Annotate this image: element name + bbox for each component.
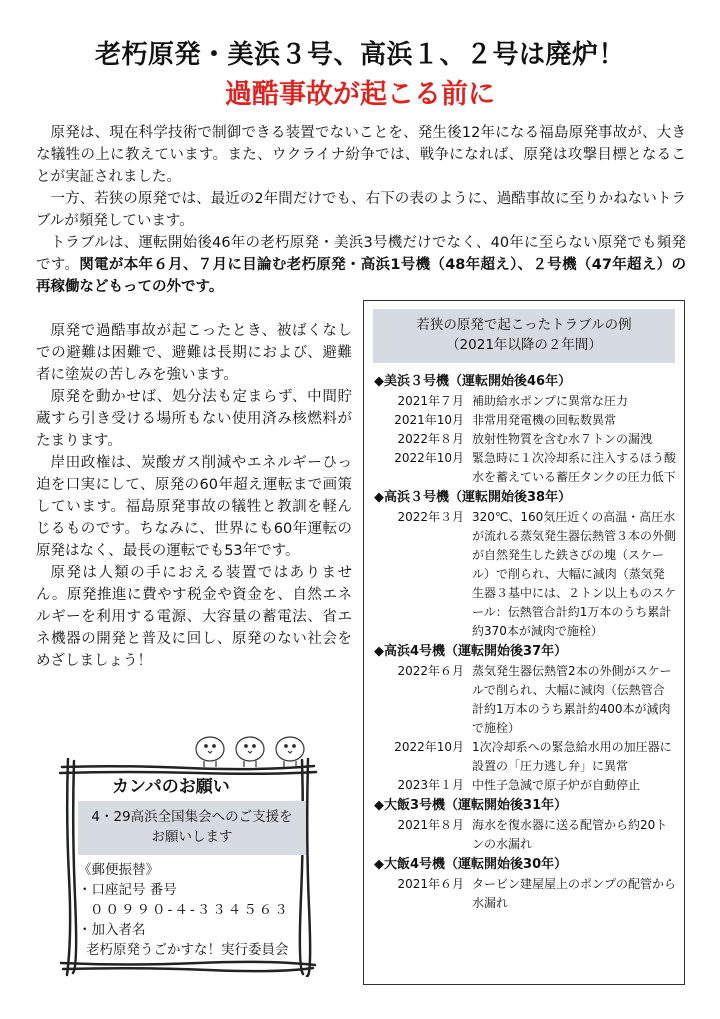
left-paragraph-3: 岸田政権は、炭酸ガス削減やエネルギーひっ迫を口実にして、原発の60年超え運転まで画策しています。福島原発事故の犠牲と教訓を軽んじるものです。ちなみに、世界にも60年運転の原発はなく、最長の運転でも53年です。 (36, 455, 352, 559)
postal-transfer-info (78, 860, 318, 960)
trouble-event-row (384, 816, 676, 854)
donation-title: カンパのお願い (112, 777, 230, 797)
event-date: 2021年６月 (397, 877, 464, 891)
event-date: 2022年10月 (394, 740, 464, 754)
plant-block (374, 642, 676, 795)
event-description: 放射性物質を含む水７トンの漏洩 (472, 432, 653, 446)
trouble-event-row (384, 449, 676, 487)
holder-label: ・加入者名 (78, 922, 146, 938)
left-paragraph-4: 原発は人類の手におえる装置ではありません。原発推進に費やす税金や資金を、自然エネルギーを利用する電源、大容量の蓄電法、省エネ機器の開発と普及に回し、原発のない社会をめざしましょう！ (36, 565, 352, 669)
event-date: 2021年10月 (394, 413, 464, 427)
intro-paragraph-3-plain: トラブルは、運転開始後46年の老朽原発・美浜3号機だけでなく、40年に至らない原発でも頻発です。 (36, 235, 686, 273)
donation-request-line-2: お願いします (151, 829, 233, 845)
postal-transfer-title: 《郵便振替》 (78, 862, 159, 878)
plant-block (374, 488, 676, 641)
trouble-table (363, 300, 685, 985)
donation-request-line-1: 4・29高浜全国集会へのご支援を (91, 809, 293, 825)
headline-title: 老朽原発・美浜３号、高浜１、２号は廃炉！ (94, 40, 625, 70)
left-column-text (36, 320, 352, 672)
event-description: タービン建屋屋上のポンプの配管から水漏れ (472, 877, 677, 910)
account-number: ００９９０-４-３３４５６３ (90, 902, 290, 918)
plant-block (374, 796, 676, 854)
intro-paragraph-2: 一方、若狭の原発では、最近の2年間だけでも、右下の表のように、過酷事故に至りかねないトラブルが頻発しています。 (36, 191, 686, 229)
event-description: 補助給水ポンプに異常な圧力 (472, 394, 629, 408)
left-paragraph-1: 原発で過酷事故が起こったとき、被ばくなしでの避難は困難で、避難は長期におよび、避難者に塗炭の苦しみを強います。 (36, 323, 352, 383)
event-description: 1次冷却系への緊急給水用の加圧器に設置の「圧力逃し弁」に異常 (472, 740, 672, 773)
headline-subtitle: 過酷事故が起こる前に (225, 79, 495, 110)
donation-request-box (78, 801, 306, 855)
trouble-event-row (384, 662, 676, 738)
intro-text (36, 122, 686, 298)
left-paragraph-2: 原発を動かせば、処分法も定まらず、中間貯蔵すら引き受ける場所もない使用済み核燃料がたまります。 (36, 389, 352, 449)
trouble-event-row (384, 392, 676, 411)
event-description: 蒸気発生器伝熱管2本の外側がスケールで削られ、大幅に減肉（伝熱管合計約1万本のうち累計約400本が減肉で施栓） (472, 664, 672, 735)
plant-name: ◆大飯4号機（運転開始後30年） (374, 857, 568, 872)
event-date: 2022年６月 (397, 664, 464, 678)
event-date: 2022年３月 (397, 510, 464, 524)
event-date: 2021年７月 (397, 394, 464, 408)
event-description: 緊急時に１次冷却系に注入するほう酸水を蓄えている蓄圧タンクの圧力低下 (472, 451, 677, 484)
trouble-table-period: （2021年以降の２年間） (446, 337, 602, 353)
trouble-event-row (384, 875, 676, 913)
trouble-table-header (373, 309, 675, 363)
trouble-table-title: 若狭の原発で起こったトラブルの例 (416, 317, 632, 333)
plant-name: ◆大飯3号機（運転開始後31年） (374, 798, 568, 813)
trouble-event-row (384, 411, 676, 430)
event-date: 2021年８月 (397, 818, 464, 832)
plant-list (364, 363, 684, 913)
trouble-event-row (384, 776, 676, 795)
intro-paragraph-3 (36, 232, 686, 298)
account-label: ・口座記号 番号 (78, 882, 177, 898)
plant-block (374, 372, 676, 487)
plant-name: ◆高浜３号機（運転開始後38年） (374, 490, 572, 505)
account-holder: 老朽原発うごかすな！実行委員会 (86, 942, 289, 958)
event-description: 320℃、160気圧近くの高温・高圧水が流れる蒸気発生器伝熱管３本の外側が自然発生した鉄さびの塊（スケール）で削られ、大幅に減肉（蒸気発生器３基中には、２トン以上ものスケール：伝熱管合計約1万本のうち累計約370本が減肉で施栓） (472, 510, 677, 638)
trouble-event-row (384, 430, 676, 449)
plant-name: ◆美浜３号機（運転開始後46年） (374, 374, 572, 389)
intro-paragraph-1: 原発は、現在科学技術で制御できる装置でないことを、発生後12年になる福島原発事故が、大きな犠牲の上に教えています。また、ウクライナ紛争では、戦争になれば、原発は攻撃目標となることが実証されました。 (36, 125, 686, 185)
event-description: 中性子急減で原子炉が自動停止 (472, 778, 641, 792)
event-date: 2022年８月 (397, 432, 464, 446)
trouble-event-row (384, 508, 676, 641)
plant-block (374, 855, 676, 913)
plant-name: ◆高浜4号機（運転開始後37年） (374, 644, 568, 659)
event-description: 海水を復水器に送る配管から約20トンの水漏れ (472, 818, 668, 851)
event-date: 2022年10月 (394, 451, 464, 465)
event-date: 2023年１月 (397, 778, 464, 792)
event-description: 非常用発電機の回転数異常 (472, 413, 617, 427)
intro-paragraph-3-bold: 関電が本年６月、７月に目論む老朽原発・高浜1号機（48年超え）、２号機（47年超え）の再稼働などもっての外です。 (36, 257, 686, 295)
trouble-event-row (384, 738, 676, 776)
